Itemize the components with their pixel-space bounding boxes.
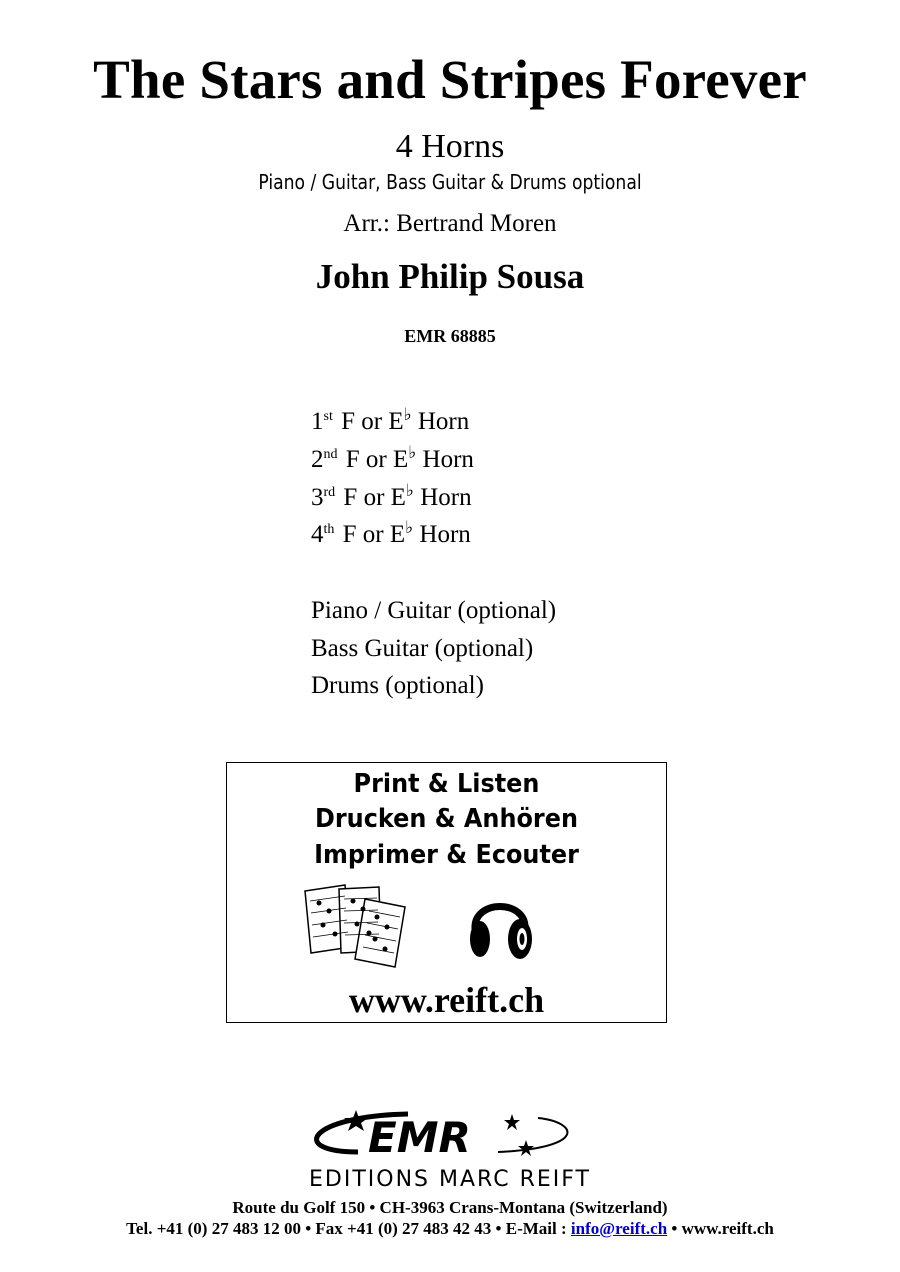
- print-listen-box: [226, 762, 667, 1023]
- part-key: F or E: [345, 446, 409, 473]
- part-key: F or E: [342, 521, 406, 548]
- contact-phone-fax: Tel. +41 (0) 27 483 12 00 • Fax +41 (0) 27 483 42 43 • E-Mail :: [126, 1219, 571, 1238]
- emr-logo-text: EMR: [368, 1113, 471, 1162]
- ordinal-suffix: rd: [323, 485, 336, 500]
- flat-symbol: ♭: [405, 481, 414, 501]
- part-instrument: Horn: [422, 446, 474, 473]
- email-link[interactable]: info@reift.ch: [570, 1219, 668, 1238]
- part-ordinal: 2: [311, 446, 324, 473]
- promo-line-french: Imprimer & Ecouter: [314, 840, 579, 870]
- optional-instruments-line: Piano / Guitar, Bass Guitar & Drums optional: [258, 170, 642, 194]
- part-key: F or E: [341, 408, 404, 435]
- flat-symbol: ♭: [405, 518, 414, 538]
- ordinal-suffix: th: [323, 522, 335, 537]
- ordinal-suffix: nd: [323, 447, 338, 462]
- promo-website[interactable]: www.reift.ch: [348, 980, 545, 1020]
- part-instrument: Horn: [417, 408, 470, 435]
- sheet-music-icon: [299, 881, 411, 971]
- flat-symbol: ♭: [408, 443, 417, 463]
- part-instrument: Horn: [420, 484, 472, 511]
- part-list-item: [311, 518, 471, 549]
- part-list-item: [311, 405, 469, 436]
- catalog-number: EMR 68885: [404, 326, 496, 346]
- part-ordinal: 3: [311, 484, 324, 511]
- page-title: The Stars and Stripes Forever: [93, 49, 807, 110]
- part-list-item: [311, 443, 474, 474]
- composer-name: John Philip Sousa: [315, 257, 585, 296]
- promo-line-german: Drucken & Anhören: [315, 804, 578, 834]
- part-instrument: Horn: [419, 521, 471, 548]
- ensemble-subtitle: 4 Horns: [395, 128, 505, 165]
- part-list-item: [311, 481, 472, 512]
- publisher-contact: [0, 1219, 900, 1239]
- publisher-name: EDITIONS MARC REIFT: [309, 1167, 591, 1192]
- optional-part-item: Piano / Guitar (optional): [311, 597, 557, 624]
- optional-part-item: Drums (optional): [311, 672, 484, 699]
- promo-line-english: Print & Listen: [353, 769, 540, 799]
- part-ordinal: 1: [311, 408, 324, 435]
- part-ordinal: 4: [311, 521, 324, 548]
- headphones-icon: [465, 885, 535, 963]
- flat-symbol: ♭: [403, 405, 412, 425]
- optional-part-item: Bass Guitar (optional): [311, 635, 534, 662]
- part-key: F or E: [343, 484, 406, 511]
- ordinal-suffix: st: [323, 409, 333, 424]
- arranger-credit: Arr.: Bertrand Moren: [343, 210, 557, 237]
- contact-website: • www.reift.ch: [667, 1219, 774, 1238]
- publisher-address: Route du Golf 150 • CH-3963 Crans-Montana (Switzerland): [232, 1198, 668, 1217]
- emr-logo: [298, 1108, 602, 1166]
